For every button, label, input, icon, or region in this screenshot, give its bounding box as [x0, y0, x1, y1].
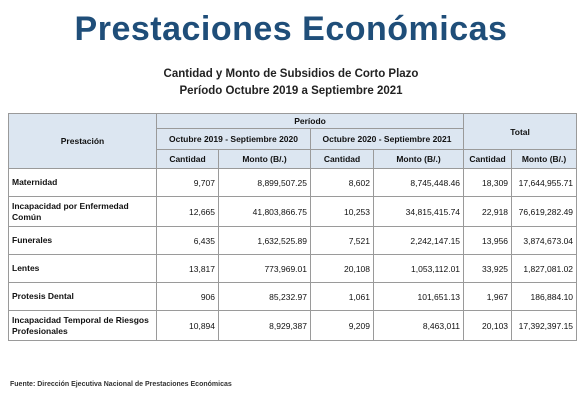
row-prestacion: Incapacidad por Enfermedad Común: [9, 197, 157, 227]
page-title: Prestaciones Económicas: [74, 10, 508, 48]
cell-cantidad-1: 12,665: [157, 197, 219, 227]
cell-cantidad-total: 22,918: [464, 197, 512, 227]
cell-cantidad-total: 33,925: [464, 255, 512, 283]
cell-monto-1: 8,929,387: [219, 311, 311, 341]
row-prestacion: Incapacidad Temporal de Riesgos Profesionales: [9, 311, 157, 341]
row-prestacion: Maternidad: [9, 169, 157, 197]
header-cantidad-total: Cantidad: [464, 150, 512, 169]
cell-cantidad-1: 13,817: [157, 255, 219, 283]
header-cantidad-2: Cantidad: [311, 150, 374, 169]
table-row: [9, 283, 577, 311]
table-row: [9, 227, 577, 255]
subsidies-table: [8, 113, 577, 341]
header-periodo: Período: [157, 114, 464, 129]
cell-cantidad-1: 6,435: [157, 227, 219, 255]
cell-monto-2: 1,053,112.01: [374, 255, 464, 283]
cell-monto-1: 1,632,525.89: [219, 227, 311, 255]
cell-cantidad-2: 7,521: [311, 227, 374, 255]
cell-cantidad-2: 9,209: [311, 311, 374, 341]
cell-monto-total: 17,644,955.71: [512, 169, 577, 197]
header-monto-total: Monto (B/.): [512, 150, 577, 169]
header-monto-2: Monto (B/.): [374, 150, 464, 169]
header-cantidad-1: Cantidad: [157, 150, 219, 169]
cell-monto-1: 773,969.01: [219, 255, 311, 283]
header-period-2: Octubre 2020 - Septiembre 2021: [311, 129, 464, 150]
cell-monto-total: 186,884.10: [512, 283, 577, 311]
header-prestacion: Prestación: [9, 114, 157, 169]
header-period-1: Octubre 2019 - Septiembre 2020: [157, 129, 311, 150]
cell-monto-2: 101,651.13: [374, 283, 464, 311]
cell-cantidad-2: 8,602: [311, 169, 374, 197]
table-row: [9, 311, 577, 341]
row-prestacion: Funerales: [9, 227, 157, 255]
cell-cantidad-total: 18,309: [464, 169, 512, 197]
table-row: [9, 197, 577, 227]
cell-monto-1: 85,232.97: [219, 283, 311, 311]
row-prestacion: Protesis Dental: [9, 283, 157, 311]
table-row: [9, 169, 577, 197]
cell-cantidad-1: 9,707: [157, 169, 219, 197]
subtitle-line-2: Período Octubre 2019 a Septiembre 2021: [179, 85, 403, 97]
cell-monto-total: 17,392,397.15: [512, 311, 577, 341]
cell-cantidad-2: 20,108: [311, 255, 374, 283]
subtitle-line-1: Cantidad y Monto de Subsidios de Corto Plazo: [163, 68, 419, 80]
cell-monto-2: 8,745,448.46: [374, 169, 464, 197]
cell-monto-1: 41,803,866.75: [219, 197, 311, 227]
cell-monto-total: 1,827,081.02: [512, 255, 577, 283]
cell-monto-total: 3,874,673.04: [512, 227, 577, 255]
source-note: Fuente: Dirección Ejecutiva Nacional de Prestaciones Económicas: [10, 381, 232, 388]
cell-cantidad-1: 10,894: [157, 311, 219, 341]
row-prestacion: Lentes: [9, 255, 157, 283]
cell-cantidad-1: 906: [157, 283, 219, 311]
cell-monto-2: 2,242,147.15: [374, 227, 464, 255]
cell-monto-1: 8,899,507.25: [219, 169, 311, 197]
cell-cantidad-total: 13,956: [464, 227, 512, 255]
cell-cantidad-2: 10,253: [311, 197, 374, 227]
header-total: Total: [464, 114, 577, 150]
header-monto-1: Monto (B/.): [219, 150, 311, 169]
cell-monto-total: 76,619,282.49: [512, 197, 577, 227]
cell-monto-2: 8,463,011: [374, 311, 464, 341]
cell-cantidad-2: 1,061: [311, 283, 374, 311]
cell-cantidad-total: 20,103: [464, 311, 512, 341]
table-row: [9, 255, 577, 283]
cell-monto-2: 34,815,415.74: [374, 197, 464, 227]
cell-cantidad-total: 1,967: [464, 283, 512, 311]
